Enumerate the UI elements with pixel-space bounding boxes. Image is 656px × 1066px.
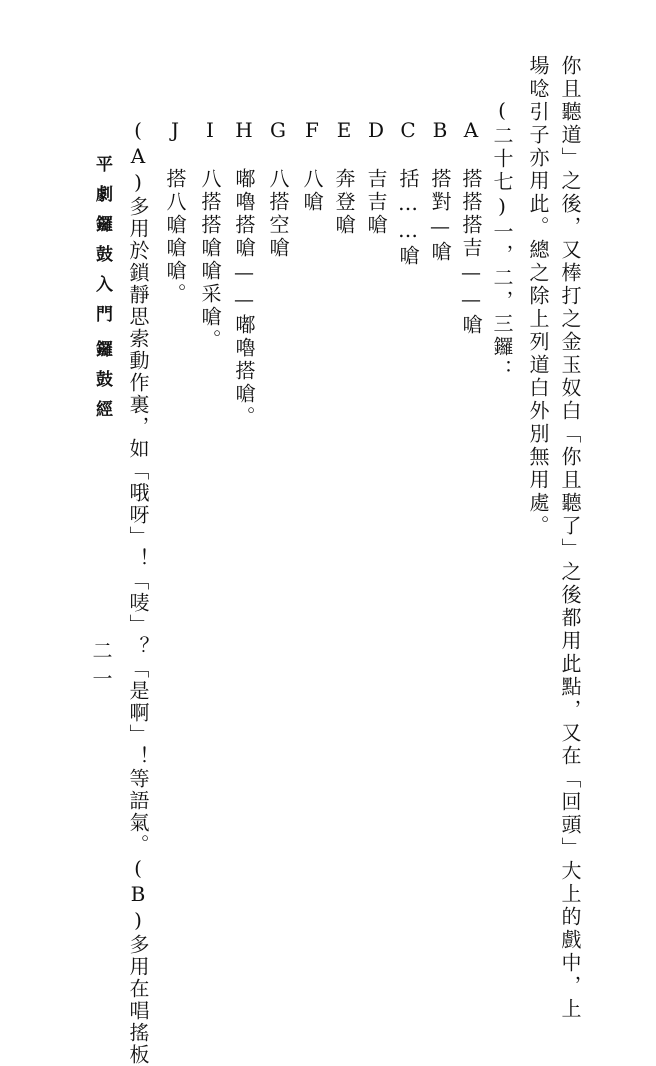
explanation-note: (A)多用於鎖靜思索動作裏，如「哦呀」！「唛」？「是啊」！等語氣。(B)多用在唱搖板	[126, 118, 150, 1066]
pattern-j: J 搭八嗆嗆嗆。	[163, 118, 187, 306]
text-line-1: 你且聽道」之後，又棒打之金玉奴白「你且聽了」之後都用此點，又在「回頭」大上的戲中，上	[558, 55, 582, 1021]
chapter-title: 鑼鼓經	[92, 340, 112, 430]
section-heading: (二十七)一，二，三鑼：	[490, 98, 514, 382]
pattern-i: I 八搭搭嗆嗆采嗆。	[198, 118, 222, 352]
pattern-b: B 搭對—嗆	[428, 118, 452, 264]
pattern-e: E 奔登嗆	[332, 118, 356, 237]
pattern-a: A 搭搭搭吉——嗆	[459, 118, 483, 337]
text-line-2: 場唸引子亦用此。總之除上列道白外別無用處。	[526, 55, 550, 538]
pattern-f: F 八嗆	[300, 118, 324, 214]
pattern-d: D 吉吉嗆	[364, 118, 388, 237]
pattern-g: G 八搭空嗆	[266, 118, 290, 260]
pattern-h: H 嘟嚕搭嗆——嘟嚕搭嗆。	[232, 118, 256, 429]
pattern-c: C 括……嗆	[396, 118, 420, 268]
page-number: 二一	[89, 640, 113, 696]
book-title: 平劇鑼鼓入門	[92, 155, 112, 335]
